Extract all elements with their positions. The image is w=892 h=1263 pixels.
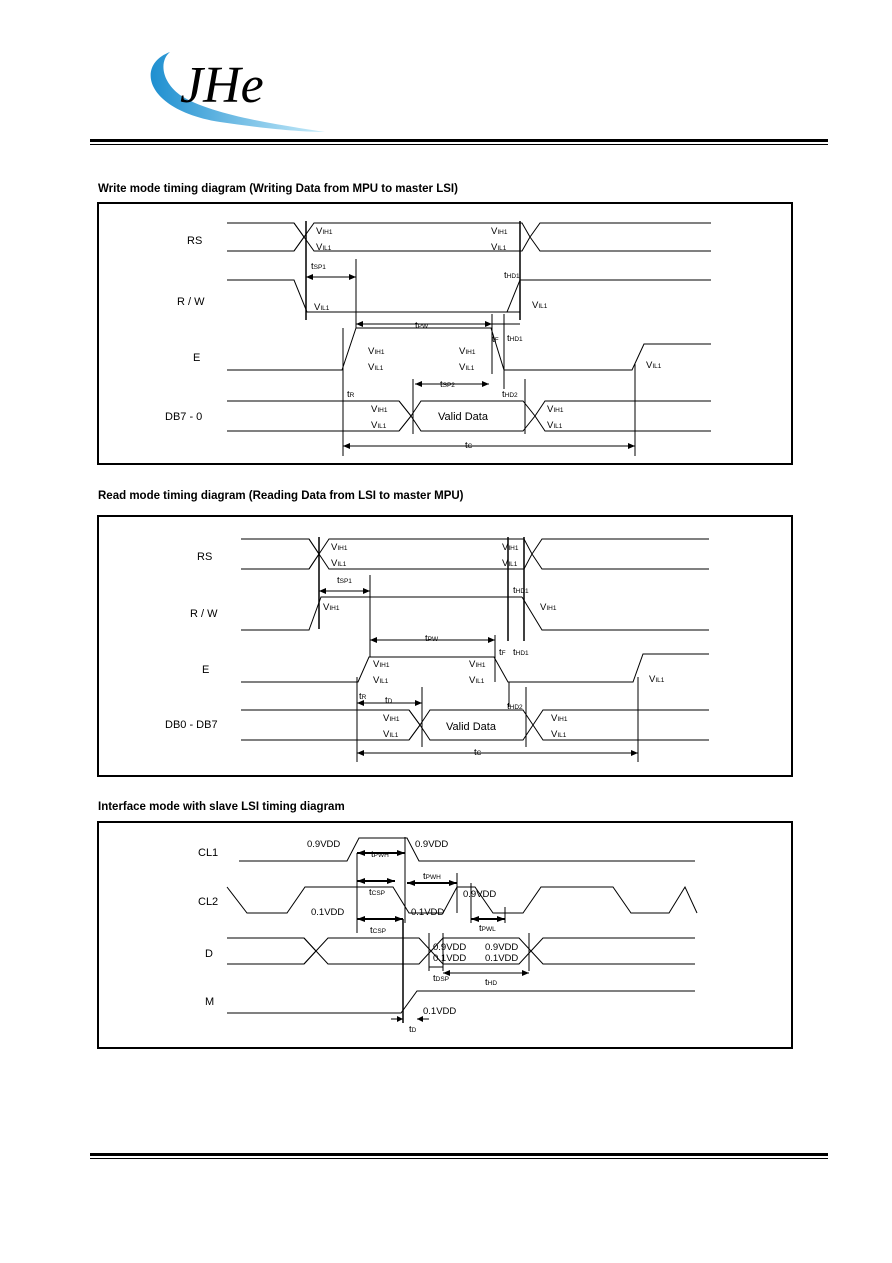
svg-text:tPWL: tPWL <box>479 923 496 934</box>
svg-text:tHD1: tHD1 <box>504 270 520 281</box>
svg-text:tHD2: tHD2 <box>507 701 523 712</box>
svg-text:tPWH: tPWH <box>423 871 441 882</box>
slave-signal-d: D <box>205 948 213 960</box>
slave-timing-diagram <box>99 823 791 1047</box>
read-timing-diagram <box>99 517 791 775</box>
slave-timing-panel <box>97 821 793 1049</box>
svg-text:VIH1: VIH1 <box>547 404 564 415</box>
svg-text:VIL1: VIL1 <box>459 362 475 373</box>
svg-text:VIL1: VIL1 <box>502 558 518 569</box>
svg-text:VIH1: VIH1 <box>371 404 388 415</box>
svg-text:VIH1: VIH1 <box>551 713 568 724</box>
svg-text:VIH1: VIH1 <box>491 226 508 237</box>
footer-rule <box>90 1153 828 1156</box>
svg-text:tSP1: tSP1 <box>337 575 352 586</box>
slave-signal-cl2: CL2 <box>198 896 219 908</box>
svg-text:VIH1: VIH1 <box>469 659 486 670</box>
svg-text:tCSP: tCSP <box>369 887 386 898</box>
m-low: 0.1VDD <box>423 1006 457 1017</box>
svg-text:VIL1: VIL1 <box>383 729 399 740</box>
svg-text:tPW: tPW <box>425 633 439 644</box>
write-signal-rw: R / W <box>177 296 205 308</box>
svg-text:VIH1: VIH1 <box>502 542 519 553</box>
svg-text:tD: tD <box>385 695 393 706</box>
d-high-right: 0.9VDD <box>485 942 519 953</box>
svg-text:tF: tF <box>499 647 506 658</box>
footer-rule-thin <box>90 1158 828 1159</box>
svg-text:tSP2: tSP2 <box>440 379 455 390</box>
write-signal-e: E <box>193 352 201 364</box>
svg-text:tR: tR <box>347 389 355 400</box>
svg-text:VIL1: VIL1 <box>331 558 347 569</box>
svg-text:tDSP: tDSP <box>433 973 450 984</box>
svg-text:VIL1: VIL1 <box>373 675 389 686</box>
write-signal-rs: RS <box>187 235 203 247</box>
company-logo <box>140 40 340 140</box>
svg-text:VIL1: VIL1 <box>532 300 548 311</box>
svg-text:tC: tC <box>474 747 482 758</box>
svg-text:VIH1: VIH1 <box>331 542 348 553</box>
svg-text:tR: tR <box>359 691 367 702</box>
read-section-title: Read mode timing diagram (Reading Data from LSI to master MPU) <box>98 490 464 502</box>
write-signal-db: DB7 - 0 <box>165 411 203 423</box>
header-rule-thin <box>90 144 828 145</box>
svg-text:VIL1: VIL1 <box>469 675 485 686</box>
write-timing-panel <box>97 202 793 465</box>
svg-text:tHD2: tHD2 <box>502 389 518 400</box>
cl2-low-right: 0.1VDD <box>411 907 445 918</box>
cl2-low-left: 0.1VDD <box>311 907 345 918</box>
read-valid-data: Valid Data <box>446 721 496 733</box>
svg-text:VIL1: VIL1 <box>649 674 665 685</box>
read-timing-panel <box>97 515 793 777</box>
read-signal-db: DB0 - DB7 <box>165 719 218 731</box>
cl1-high-left: 0.9VDD <box>307 839 341 850</box>
write-section-title: Write mode timing diagram (Writing Data from MPU to master LSI) <box>98 183 458 195</box>
svg-text:VIH1: VIH1 <box>459 346 476 357</box>
d-low-left: 0.1VDD <box>433 953 467 964</box>
header-rule <box>90 139 828 142</box>
logo-text: JHe <box>180 57 264 114</box>
svg-text:VIL1: VIL1 <box>314 302 330 313</box>
svg-text:VIH1: VIH1 <box>368 346 385 357</box>
svg-text:VIL1: VIL1 <box>551 729 567 740</box>
slave-signal-cl1: CL1 <box>198 847 219 859</box>
svg-text:VIL1: VIL1 <box>316 242 332 253</box>
d-low-right: 0.1VDD <box>485 953 519 964</box>
svg-text:tHD1: tHD1 <box>513 647 529 658</box>
svg-text:VIH1: VIH1 <box>383 713 400 724</box>
svg-text:VIL1: VIL1 <box>491 242 507 253</box>
svg-text:VIH1: VIH1 <box>316 226 333 237</box>
d-high-left: 0.9VDD <box>433 942 467 953</box>
svg-text:VIL1: VIL1 <box>368 362 384 373</box>
svg-text:VIH1: VIH1 <box>540 602 557 613</box>
svg-text:tHD1: tHD1 <box>513 585 529 596</box>
write-timing-diagram <box>99 204 791 463</box>
svg-text:tHD1: tHD1 <box>507 333 523 344</box>
svg-text:tSP1: tSP1 <box>311 261 326 272</box>
svg-text:tCSP: tCSP <box>370 925 387 936</box>
read-signal-e: E <box>202 664 210 676</box>
cl1-high-right: 0.9VDD <box>415 839 449 850</box>
svg-text:VIL1: VIL1 <box>646 360 662 371</box>
svg-text:VIL1: VIL1 <box>371 420 387 431</box>
cl2-high: 0.9VDD <box>463 889 497 900</box>
svg-text:tPWH: tPWH <box>371 849 389 860</box>
svg-text:VIH1: VIH1 <box>373 659 390 670</box>
svg-text:VIH1: VIH1 <box>323 602 340 613</box>
svg-text:tHD: tHD <box>485 977 498 988</box>
slave-signal-m: M <box>205 996 215 1008</box>
write-valid-data: Valid Data <box>438 411 488 423</box>
svg-text:tF: tF <box>492 334 499 345</box>
read-signal-rw: R / W <box>190 608 218 620</box>
svg-text:tPW: tPW <box>415 320 429 331</box>
svg-text:tD: tD <box>409 1024 417 1035</box>
read-signal-rs: RS <box>197 551 213 563</box>
svg-text:tC: tC <box>465 440 473 451</box>
slave-section-title: Interface mode with slave LSI timing diagram <box>98 801 345 813</box>
svg-text:VIL1: VIL1 <box>547 420 563 431</box>
